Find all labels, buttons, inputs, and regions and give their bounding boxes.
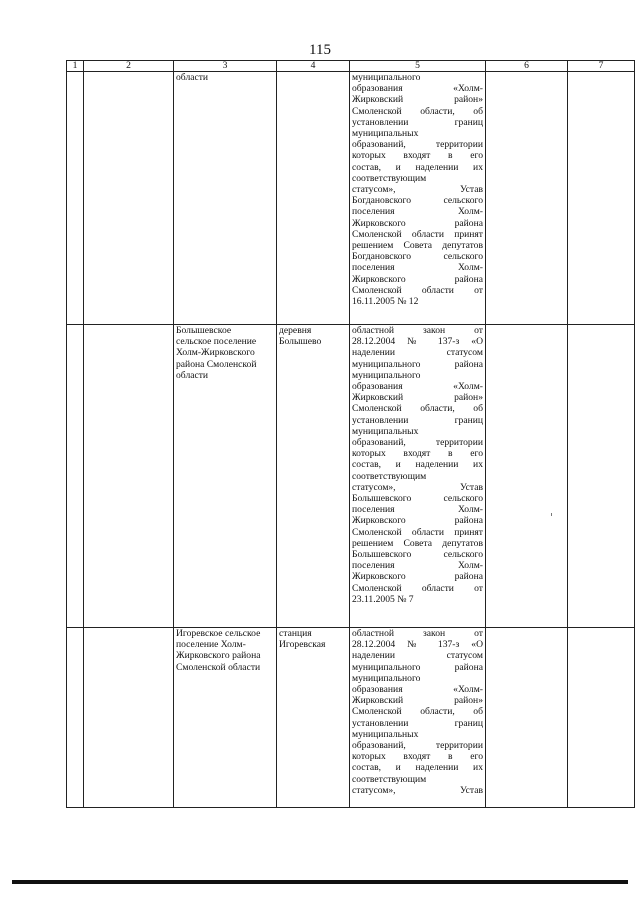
cell-text-line: Богдановского сельского xyxy=(352,195,483,207)
column-header: 7 xyxy=(568,61,635,72)
cell-text-line: Болышево xyxy=(279,336,322,348)
table-cell-col3 xyxy=(174,325,277,628)
cell-text-line: образований, территории xyxy=(352,139,483,151)
scan-speck xyxy=(551,513,552,516)
table-row xyxy=(67,628,635,808)
table-cell-col6 xyxy=(486,72,568,325)
cell-text-line: поселения Холм- xyxy=(352,560,483,572)
cell-text-line: Смоленской области принят xyxy=(352,526,483,538)
table-cell-col7 xyxy=(568,325,635,628)
cell-text-line: состав, и наделении их xyxy=(352,762,483,774)
cell-text-line: статусом», Устав xyxy=(352,481,483,493)
table-cell-col2 xyxy=(84,325,174,628)
cell-text-line: Жирковского района xyxy=(352,273,483,285)
cell-text-line: состав, и наделении их xyxy=(352,459,483,471)
table-cell-col4 xyxy=(277,628,350,808)
table-cell-col4 xyxy=(277,72,350,325)
column-header: 6 xyxy=(486,61,568,72)
cell-text-line: муниципального района xyxy=(352,661,483,673)
cell-text-line: областной закон от xyxy=(352,628,483,639)
cell-text-line: решением Совета депутатов xyxy=(352,537,483,549)
cell-text-line: которых входят в его xyxy=(352,448,483,460)
cell-text-line: образований, территории xyxy=(352,437,483,449)
table-cell-col3 xyxy=(174,628,277,808)
cell-text-line: образований, территории xyxy=(352,740,483,752)
table-cell-col1 xyxy=(67,72,84,325)
table-row xyxy=(67,72,635,325)
cell-text-line: района Смоленской xyxy=(176,358,257,370)
cell-text-line: образования «Холм- xyxy=(352,684,483,696)
cell-text-line: муниципального района xyxy=(352,358,483,370)
cell-text-line: наделении статусом xyxy=(352,347,483,359)
cell-text-line: Смоленской области xyxy=(176,661,261,673)
cell-text-line: образования «Холм- xyxy=(352,381,483,393)
cell-text-line: 28.12.2004 № 137-з «О xyxy=(352,336,483,348)
cell-text-line: Болышевское xyxy=(176,325,232,336)
cell-text-line: областной закон от xyxy=(352,325,483,336)
cell-text-line: которых входят в его xyxy=(352,150,483,162)
cell-text-line: Смоленской области, об xyxy=(352,403,483,415)
cell-text-line: состав, и наделении их xyxy=(352,161,483,173)
cell-text-line: области xyxy=(176,369,209,381)
table-row xyxy=(67,325,635,628)
column-header: 4 xyxy=(277,61,350,72)
cell-text-line: Жирковского района xyxy=(352,217,483,229)
table-cell-col1 xyxy=(67,628,84,808)
cell-text-line: поселение Холм- xyxy=(176,639,246,651)
cell-text-line: установлении границ xyxy=(352,717,483,729)
cell-text-line: Жирковского района xyxy=(176,650,261,662)
cell-text-line: Игоревское сельское xyxy=(176,628,261,639)
table-cell-col7 xyxy=(568,628,635,808)
cell-text-line: Жирковский район» xyxy=(352,392,483,404)
cell-text-line: соответствующим xyxy=(352,172,427,184)
cell-text-line: поселения Холм- xyxy=(352,206,483,218)
cell-text-line: Жирковского района xyxy=(352,515,483,527)
cell-text-line: 23.11.2005 № 7 xyxy=(352,593,414,605)
table-cell-col2 xyxy=(84,628,174,808)
column-header: 2 xyxy=(84,61,174,72)
cell-text-line: муниципальных xyxy=(352,728,419,740)
cell-text-line: муниципального xyxy=(352,72,421,83)
table-cell-col7 xyxy=(568,72,635,325)
table-cell-col4 xyxy=(277,325,350,628)
cell-text-line: станция xyxy=(279,628,312,639)
cell-text-line: сельское поселение xyxy=(176,336,257,348)
cell-text-line: которых входят в его xyxy=(352,751,483,763)
cell-text-line: Богдановского сельского xyxy=(352,251,483,263)
cell-text-line: Смоленской области, об xyxy=(352,706,483,718)
column-header: 1 xyxy=(67,61,84,72)
cell-text-line: поселения Холм- xyxy=(352,262,483,274)
table-cell-col1 xyxy=(67,325,84,628)
cell-text-line: образования «Холм- xyxy=(352,83,483,95)
cell-text-line: Болышевского сельского xyxy=(352,549,483,561)
cell-text-line: области xyxy=(176,72,209,83)
cell-text-line: соответствующим xyxy=(352,773,427,785)
column-header: 5 xyxy=(350,61,486,72)
cell-text-line: муниципального xyxy=(352,672,421,684)
cell-text-line: Смоленской области от xyxy=(352,582,483,594)
table-cell-col5 xyxy=(350,72,486,325)
cell-text-line: наделении статусом xyxy=(352,650,483,662)
table-cell-col5 xyxy=(350,325,486,628)
cell-text-line: Смоленской области, об xyxy=(352,105,483,117)
cell-text-line: 16.11.2005 № 12 xyxy=(352,296,419,308)
bottom-rule xyxy=(12,880,628,884)
cell-text-line: статусом», Устав xyxy=(352,784,483,796)
cell-text-line: поселения Холм- xyxy=(352,504,483,516)
cell-text-line: Смоленской области принят xyxy=(352,228,483,240)
cell-text-line: Болышевского сельского xyxy=(352,493,483,505)
cell-text-line: решением Совета депутатов xyxy=(352,240,483,252)
cell-text-line: статусом», Устав xyxy=(352,184,483,196)
table-header-row xyxy=(67,61,635,72)
table-cell-col2 xyxy=(84,72,174,325)
table-cell-col5 xyxy=(350,628,486,808)
document-table xyxy=(66,60,635,808)
page-number: 115 xyxy=(309,42,331,58)
cell-text-line: Игоревская xyxy=(279,639,326,651)
table-cell-col6 xyxy=(486,325,568,628)
cell-text-line: соответствующим xyxy=(352,470,427,482)
cell-text-line: Холм-Жирковского xyxy=(176,347,255,359)
cell-text-line: деревня xyxy=(279,325,312,336)
cell-text-line: установлении границ xyxy=(352,116,483,128)
cell-text-line: 28.12.2004 № 137-з «О xyxy=(352,639,483,651)
cell-text-line: установлении границ xyxy=(352,414,483,426)
cell-text-line: муниципальных xyxy=(352,425,419,437)
cell-text-line: Жирковский район» xyxy=(352,94,483,106)
cell-text-line: Смоленской области от xyxy=(352,284,483,296)
table-cell-col3 xyxy=(174,72,277,325)
cell-text-line: муниципальных xyxy=(352,128,419,140)
table-cell-col6 xyxy=(486,628,568,808)
cell-text-line: Жирковского района xyxy=(352,571,483,583)
column-header: 3 xyxy=(174,61,277,72)
cell-text-line: муниципального xyxy=(352,369,421,381)
cell-text-line: Жирковский район» xyxy=(352,695,483,707)
